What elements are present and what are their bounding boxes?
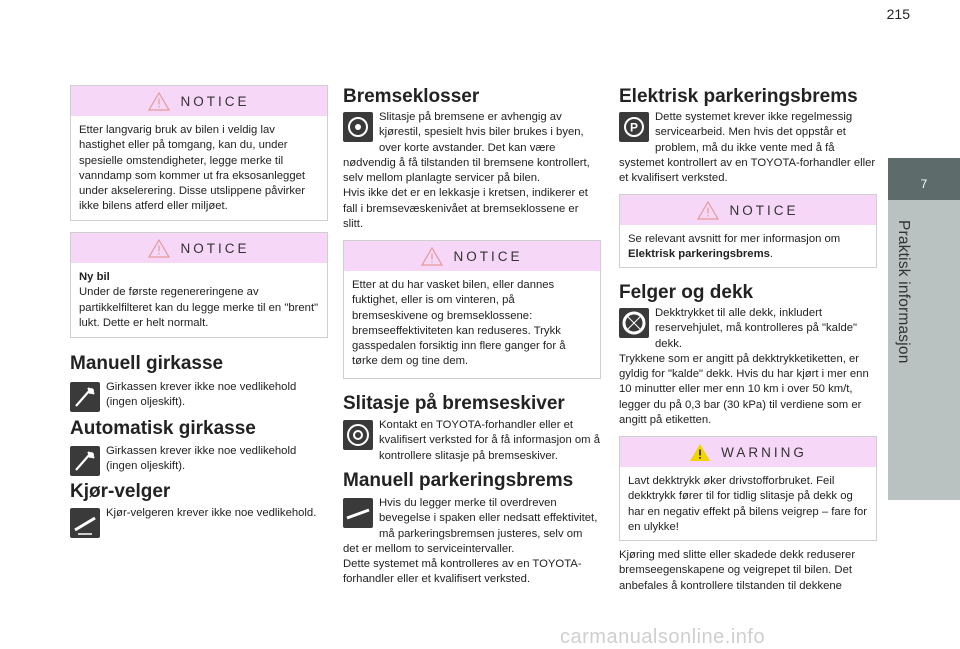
notice-header [71, 233, 327, 263]
section-brake-discs [343, 418, 601, 464]
notice-text: Etter langvarig bruk av bilen i veldig lav hastighet eller på tomgang, kan du, under spesielle omstendigheter, legge merke til vanndamp som kommer ut fra eksosanlegget under akselerering. Disse utslippene påvirker ikke bilens atferd eller miljøet. [79, 124, 306, 213]
notice-bold-ref: Elektrisk parkeringsbrems [628, 248, 770, 261]
notice-text: Se relevant avsnitt for mer informasjon om [628, 233, 841, 245]
notice-title: Ny bil [79, 271, 110, 283]
notice-header [620, 195, 876, 225]
wheels-text-2: Trykkene som er angitt på dekktrykketiketten, er gyldig for "kalde" dekk. Hvis du har kjørt i mer enn 10 minutter eller mer enn 10 km i over 50 km/t, legger du på 0,3 bar (30 kPa) til verdiene som er angitt på etiketten. [619, 352, 869, 427]
notice-triangle-icon [148, 92, 170, 111]
notice-triangle-icon [421, 247, 443, 266]
parking-lever-icon [343, 498, 373, 528]
chapter-tab [888, 158, 960, 558]
notice-box-new-car [70, 232, 328, 338]
manual-gearbox-text: Girkassen krever ikke noe vedlikehold (ingen oljeskift). [106, 381, 297, 409]
notice-label: NOTICE [180, 240, 250, 256]
notice-text: Etter at du har vasket bilen, eller dannes fuktighet, eller is om vinteren, på bremseskivene og bremseklossene: bremseeffektiviteten kan reduseres. Trykk gasspedalen forsiktig inn flere ganger for å tørke dem og tine dem. [352, 279, 566, 368]
wheels-text: Dekktrykket til alle dekk, inkludert reservehjulet, må kontrolleres på "kalde" dekk. [655, 307, 858, 350]
heading-drive-selector: Kjør-velger [70, 481, 171, 502]
section-automatic-gearbox [70, 444, 328, 477]
warning-header [620, 437, 876, 467]
chapter-label-box [888, 200, 960, 500]
notice-box-brakes [343, 240, 601, 379]
notice-label: NOTICE [180, 93, 250, 109]
heading-brake-discs: Slitasje på bremseskiver [343, 393, 565, 414]
section-manual-parking-brake [343, 496, 601, 588]
section-wheels-tyres [619, 306, 877, 428]
brake-discs-text: Kontakt en TOYOTA-forhandler eller et kvalifisert verksted for å få informasjon om å kontrollere slitasje på bremseskiver. [379, 419, 601, 462]
svg-text:P: P [629, 120, 639, 135]
notice-box-electric-parking [619, 194, 877, 268]
warning-text: Lavt dekktrykk øker drivstofforbruket. Feil dekktrykk fører til for tidlig slitasje på dekk og har en negativ effekt på bilens veigrep – fare for en ulykke! [628, 475, 868, 533]
notice-end: . [769, 248, 774, 261]
parking-brake-p-icon [619, 112, 649, 142]
brake-pads-icon [343, 112, 373, 142]
heading-automatic-gearbox: Automatisk girkasse [70, 418, 256, 439]
warning-box-tyre-pressure [619, 436, 877, 541]
section-drive-selector [70, 506, 328, 539]
notice-header [71, 86, 327, 116]
tyre-icon [619, 308, 649, 338]
drive-selector-text: Kjør-velgeren krever ikke noe vedlikehold. [106, 507, 317, 519]
page-number: 215 [886, 6, 910, 22]
notice-triangle-icon [697, 201, 719, 220]
heading-brake-pads: Bremseklosser [343, 86, 480, 107]
manual-parking-text: Hvis du legger merke til overdreven bevegelse i spaken eller nedsatt effektivitet, må parkeringsbremsen justeres, selv om det er mellom to serviceintervaller. [343, 497, 598, 555]
heading-electric-parking-brake: Elektrisk parkeringsbrems [619, 86, 858, 107]
heading-wheels-tyres: Felger og dekk [619, 282, 754, 303]
brake-pads-text: Slitasje på bremsene er avhengig av kjørestil, spesielt hvis biler brukes i byen, over korte avstander. Det kan være nødvendig å få tilstanden til bremsene kontrollert, selv mellom planlagte servicer på bilen. [343, 111, 590, 185]
notice-header [344, 241, 600, 271]
warning-triangle-icon [689, 443, 711, 462]
section-brake-pads [343, 110, 601, 232]
chapter-number: 7 [888, 158, 960, 200]
warning-label: WARNING [721, 444, 807, 460]
notice-label: NOTICE [729, 202, 799, 218]
notice-triangle-icon [148, 239, 170, 258]
notice-content [71, 263, 327, 337]
brake-disc-icon [343, 420, 373, 450]
watermark: carmanualsonline.info [560, 626, 766, 648]
brake-pads-text-2: Hvis ikke det er en lekkasje i kretsen, indikerer et fall i bremsevæskenivået at bremseklossene er slitt. [343, 187, 588, 231]
gearbox-icon [70, 446, 100, 476]
notice-box-exhaust [70, 85, 328, 221]
chapter-label: Praktisk informasjon [895, 220, 912, 364]
manual-parking-text-2: Dette systemet må kontrolleres av en TOYOTA-forhandler eller et kvalifisert verksted. [343, 558, 582, 586]
notice-content [620, 225, 876, 269]
section-manual-gearbox [70, 380, 328, 413]
tyre-condition-text: Kjøring med slitte eller skadede dekk reduserer bremseegenskapene og veigrepet til bilen. Det anbefales å kontrollere tilstanden til dekkene [619, 549, 856, 592]
drive-selector-icon [70, 508, 100, 538]
heading-manual-gearbox: Manuell girkasse [70, 353, 224, 374]
electric-parking-text: Dette systemet krever ikke regelmessig servicearbeid. Men hvis det oppstår et problem, må du ikke vente med å få systemet kontrollert av en TOYOTA-forhandler eller et kvalifisert verksted. [619, 111, 876, 185]
section-electric-parking-brake [619, 110, 877, 186]
heading-manual-parking-brake: Manuell parkeringsbrems [343, 470, 574, 491]
notice-text: Under de første regenereringene av partikkelfilteret kan du legge merke til en "brent" lukt. Dette er helt normalt. [79, 286, 319, 329]
automatic-gearbox-text: Girkassen krever ikke noe vedlikehold (ingen oljeskift). [106, 445, 297, 473]
gearbox-icon [70, 382, 100, 412]
notice-label: NOTICE [453, 248, 523, 264]
